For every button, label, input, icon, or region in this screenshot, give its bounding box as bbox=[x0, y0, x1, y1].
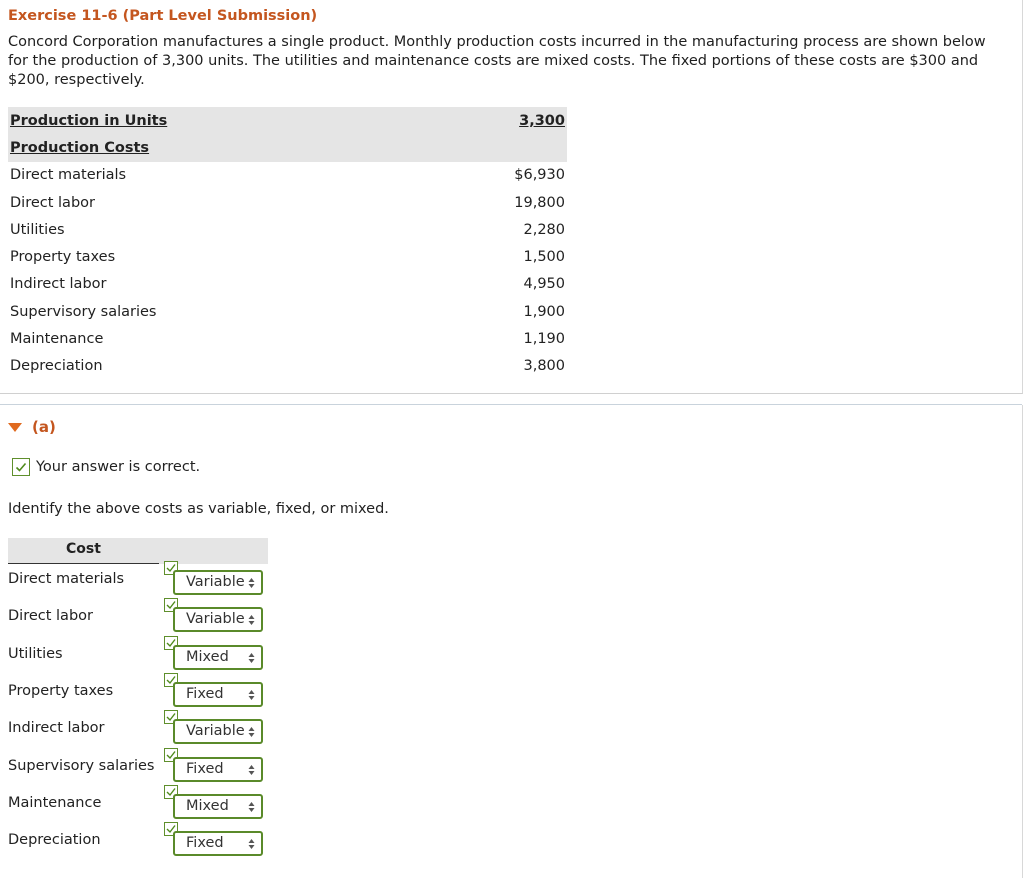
cost-type-select-property-taxes[interactable] bbox=[173, 682, 263, 707]
answer-label: Direct labor bbox=[8, 608, 93, 624]
select-value: Fixed bbox=[186, 686, 224, 702]
question-text: Identify the above costs as variable, fixed, or mixed. bbox=[8, 501, 389, 517]
chevron-updown-icon bbox=[248, 801, 255, 813]
select-value: Mixed bbox=[186, 798, 229, 814]
table-row bbox=[8, 243, 567, 270]
cost-value: 19,800 bbox=[514, 194, 565, 211]
select-value: Mixed bbox=[186, 649, 229, 665]
check-icon bbox=[12, 458, 30, 476]
cost-type-select-supervisory-salaries[interactable] bbox=[173, 757, 263, 782]
cost-value: $6,930 bbox=[514, 167, 565, 184]
answer-label: Utilities bbox=[8, 646, 63, 662]
answer-label: Property taxes bbox=[8, 683, 114, 699]
cost-type-select-depreciation[interactable] bbox=[173, 831, 263, 856]
select-value: Variable bbox=[186, 574, 245, 590]
cost-label: Direct labor bbox=[10, 194, 95, 211]
table-row bbox=[8, 353, 567, 380]
production-costs-header-row bbox=[8, 134, 567, 161]
production-cost-table bbox=[8, 107, 567, 380]
chevron-updown-icon bbox=[248, 838, 255, 850]
exercise-title: Exercise 11-6 (Part Level Submission) bbox=[8, 8, 318, 24]
cost-value: 1,500 bbox=[523, 249, 565, 266]
table-row bbox=[8, 325, 567, 352]
chevron-updown-icon bbox=[248, 689, 255, 701]
production-units-row bbox=[8, 107, 567, 134]
select-value: Variable bbox=[186, 611, 245, 627]
chevron-updown-icon bbox=[248, 652, 255, 664]
cost-type-select-maintenance[interactable] bbox=[173, 794, 263, 819]
exercise-intro: Concord Corporation manufactures a single product. Monthly production costs incurred in the manufacturing process are shown below for the production of 3,300 units. The utilities and maintenance costs are mixed costs. The fixed portions of these costs are $300 and $200, respectively. bbox=[8, 34, 986, 88]
cost-label: Depreciation bbox=[10, 358, 103, 375]
cost-label: Utilities bbox=[10, 221, 65, 238]
table-row bbox=[8, 298, 567, 325]
cost-value: 4,950 bbox=[523, 276, 565, 293]
cost-label: Indirect labor bbox=[10, 276, 107, 293]
select-value: Variable bbox=[186, 723, 245, 739]
answer-label: Maintenance bbox=[8, 795, 102, 811]
part-a-toggle[interactable] bbox=[8, 418, 56, 436]
table-row bbox=[8, 271, 567, 298]
cost-value: 3,800 bbox=[523, 358, 565, 375]
production-units-value: 3,300 bbox=[519, 112, 565, 129]
cost-value: 2,280 bbox=[523, 221, 565, 238]
answer-label: Direct materials bbox=[8, 571, 125, 587]
chevron-updown-icon bbox=[248, 764, 255, 776]
cost-value: 1,900 bbox=[523, 303, 565, 320]
cost-type-select-direct-materials[interactable] bbox=[173, 570, 263, 595]
cost-value: 1,190 bbox=[523, 331, 565, 348]
answer-label: Supervisory salaries bbox=[8, 758, 155, 774]
answer-label: Indirect labor bbox=[8, 720, 105, 736]
collapse-triangle-icon[interactable] bbox=[8, 423, 22, 432]
chevron-updown-icon bbox=[248, 577, 255, 589]
cost-type-select-utilities[interactable] bbox=[173, 645, 263, 670]
select-value: Fixed bbox=[186, 835, 224, 851]
cost-label: Property taxes bbox=[10, 249, 116, 266]
cost-header-label: Cost bbox=[8, 538, 159, 564]
cost-label: Direct materials bbox=[10, 167, 127, 184]
table-row bbox=[8, 189, 567, 216]
select-value: Fixed bbox=[186, 761, 224, 777]
answer-status bbox=[12, 458, 200, 476]
production-costs-label: Production Costs bbox=[10, 139, 150, 156]
answer-label: Depreciation bbox=[8, 832, 101, 848]
cost-type-select-direct-labor[interactable] bbox=[173, 607, 263, 632]
cost-type-select-indirect-labor[interactable] bbox=[173, 719, 263, 744]
cost-label: Supervisory salaries bbox=[10, 303, 157, 320]
chevron-updown-icon bbox=[248, 614, 255, 626]
cost-label: Maintenance bbox=[10, 331, 104, 348]
cost-column-header bbox=[8, 538, 268, 564]
chevron-updown-icon bbox=[248, 726, 255, 738]
table-row bbox=[8, 162, 567, 189]
production-units-label: Production in Units bbox=[10, 112, 168, 129]
status-text: Your answer is correct. bbox=[36, 459, 201, 475]
table-row bbox=[8, 216, 567, 243]
part-a-label: (a) bbox=[32, 418, 56, 436]
